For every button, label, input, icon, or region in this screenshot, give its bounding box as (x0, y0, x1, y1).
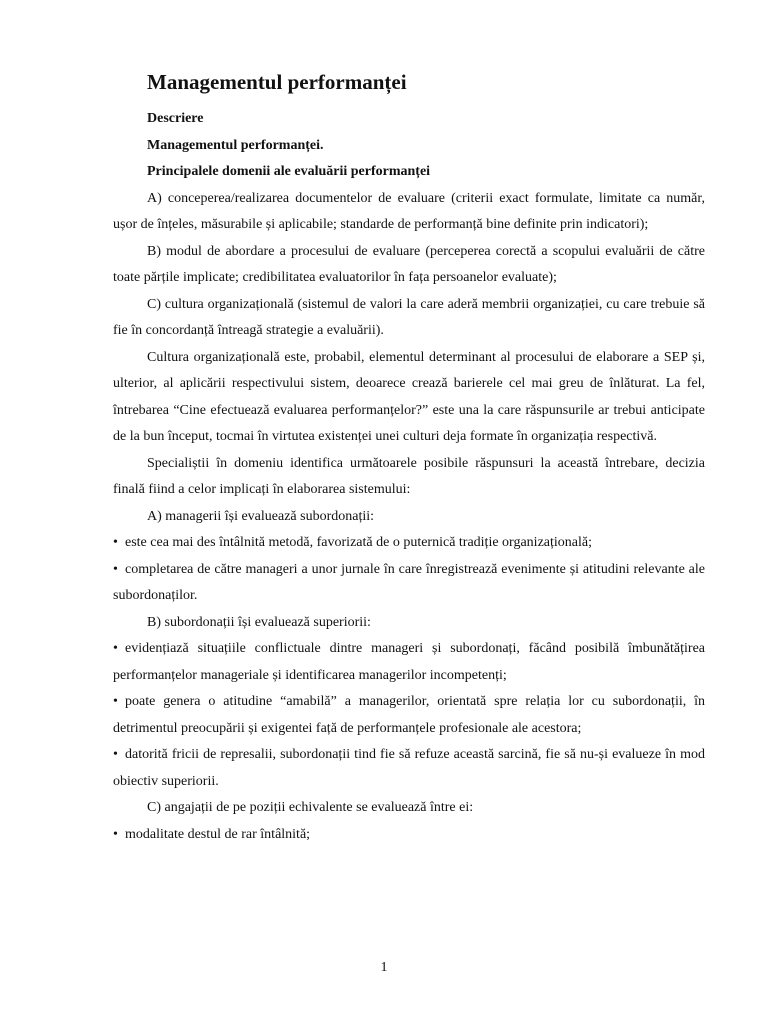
bullet-icon: • (113, 535, 118, 550)
list-item-text: este cea mai des întâlnită metodă, favorizată de o puternică tradiție organizațională; (125, 535, 592, 550)
subheading-c: C) angajații de pe poziții echivalente se evaluează între ei: (147, 800, 474, 815)
list-item-text: datorită fricii de represalii, subordonații tind fie să refuze această sarcină, fie să nu-și evalueze în mod obiectiv superiorii. (113, 747, 705, 789)
list-item-text: poate genera o atitudine “amabilă” a managerilor, orientată spre relația lor cu subordonații, în detrimentul preocupării și exigentei față de performanțele profesionale ale acestora; (113, 694, 705, 736)
list-item-text: evidențiază situațiile conflictuale dintre manageri și subordonați, făcând posibilă îmbunătățirea performanțelor manageriale și identificarea managerilor incompetenți; (113, 641, 705, 683)
paragraph-b: B) modul de abordare a procesului de evaluare (perceperea corectă a scopului evaluării de către toate părțile implicate; credibilitatea evaluatorilor în fața persoanelor evaluate); (113, 243, 705, 285)
list-item (113, 822, 705, 849)
page-number: 1 (380, 960, 388, 975)
list-item-text: completarea de către manageri a unor jurnale în care înregistrează evenimente și atitudini relevante ale subordonaților. (113, 561, 705, 603)
paragraph-specialisti: Specialiștii în domeniu identifica următoarele posibile răspunsuri la această întrebare, decizia finală fiind a celor implicați în elaborarea sistemului: (113, 455, 705, 497)
list-item (113, 530, 705, 557)
list-item (113, 689, 705, 742)
list-item (113, 742, 705, 795)
heading-management: Managementul performanței. (147, 137, 324, 153)
bullet-icon: • (113, 561, 118, 577)
list-item (113, 557, 705, 610)
bullet-icon: • (113, 747, 118, 762)
heading-descriere: Descriere (147, 111, 204, 126)
paragraph-a: A) conceperea/realizarea documentelor de evaluare (criterii exact formulate, limitate ca număr, ușor de înțeles, măsurabile și aplicabile; standarde de performanță bine definite prin indicatori); (113, 190, 705, 232)
document-body (113, 106, 705, 848)
list-item (113, 636, 705, 689)
document-title: Managementul performanței (147, 70, 407, 94)
paragraph-c: C) cultura organizațională (sistemul de valori la care aderă membrii organizației, cu care trebuie să fie în concordanță întreagă strategie a evaluării). (113, 296, 705, 338)
list-item-text: modalitate destul de rar întâlnită; (125, 826, 311, 842)
subheading-b: B) subordonații își evaluează superiorii: (147, 614, 371, 630)
bullet-icon: • (113, 694, 118, 709)
bullet-icon: • (113, 641, 118, 656)
subheading-a: A) managerii își evaluează subordonații: (147, 508, 375, 524)
paragraph-cultura: Cultura organizațională este, probabil, elementul determinant al procesului de elaborare a SEP și, ulterior, al aplicării respectivului sistem, deoarece crează barierele cel mai greu de înlăturat. La fel, întrebarea “Cine efectuează evaluarea performanțelor?” este una la care răspunsurile ar trebui anticipate de la bun început, tocmai în virtutea existenței unei culturi deja formate în organizația respectivă. (113, 349, 705, 444)
heading-domenii: Principalele domenii ale evaluării performanței (147, 164, 431, 179)
bullet-icon: • (113, 826, 118, 842)
